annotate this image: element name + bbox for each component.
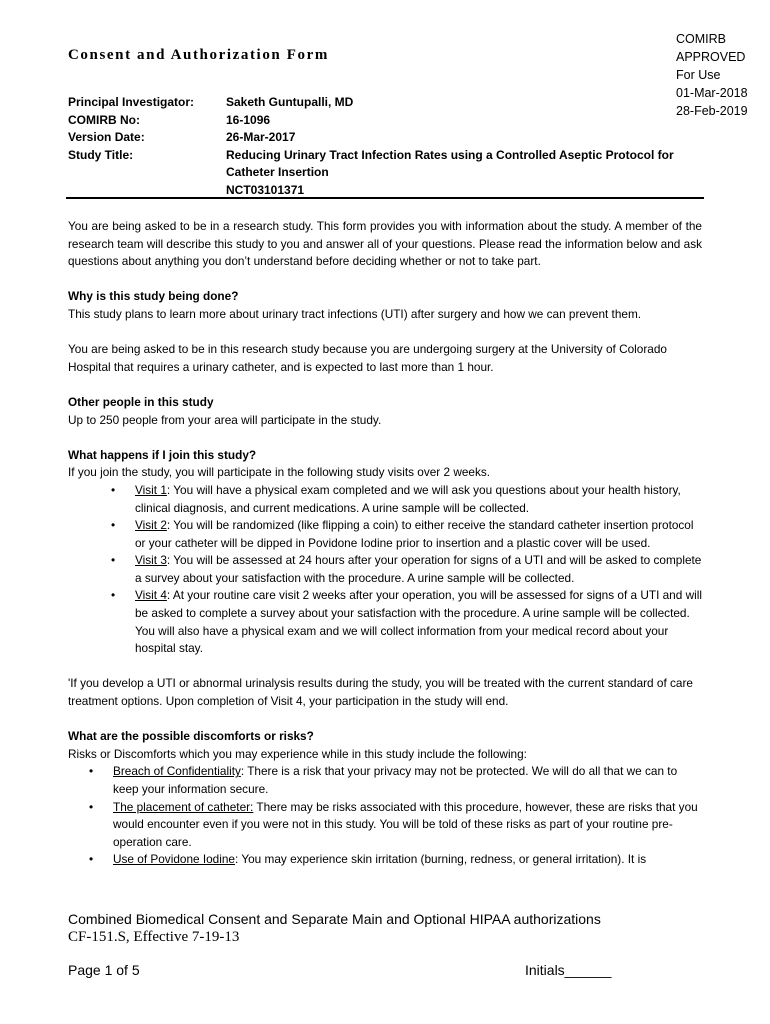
header-divider [66, 197, 704, 199]
risk-text: There may be risks associated with this procedure, however, these are risks that you would encounter even if you were not in this study. You will be told of these risks as part of your routine pre-operation care. [113, 799, 698, 849]
comirb-value: 16-1096 [226, 112, 271, 127]
bullet: • [89, 764, 94, 779]
study-title-value [226, 147, 701, 200]
study-title-text: Reducing Urinary Tract Infection Rates using a Controlled Aseptic Protocol for Catheter Insertion [226, 147, 674, 179]
visit-text: : At your routine care visit 2 weeks after your operation, you will be assessed for signs of a UTI and will be asked to complete a survey about your satisfaction with the procedure. A urine sample will be collected. You will also have a physical exam and we will collect information from your medical record about your hospital stay. [135, 588, 702, 656]
study-title-row [68, 147, 708, 200]
stamp-line: 28-Feb-2019 [676, 104, 748, 118]
version-row [68, 129, 708, 147]
page-number: Page 1 of 5 [68, 962, 140, 978]
bullet: • [111, 588, 116, 603]
visit-text: : You will be assessed at 24 hours after your operation for signs of a UTI and will be asked to complete a survey about your satisfaction with the procedure. A urine sample will be collected. [135, 553, 702, 585]
list-item [89, 799, 702, 852]
list-item [89, 851, 702, 869]
version-value: 26-Mar-2017 [226, 130, 296, 144]
comirb-row [68, 112, 708, 130]
intro-paragraph: You are being asked to be in a research study. This form provides you with information about the study. A member of the research team will describe this study to you and answer all of your questions. Please read the information below and ask questions about anything you don’t understand before deciding whether or not to take part. [68, 219, 702, 269]
pi-label: Principal Investigator: [68, 95, 195, 109]
stamp-line: 01-Mar-2018 [676, 86, 748, 100]
list-item [111, 587, 702, 657]
why-paragraph-2: You are being asked to be in this research study because you are undergoing surgery at the University of Colorado Hospital that requires a urinary catheter, and is expected to last more than 1 hour. [68, 342, 667, 374]
why-paragraph-1: This study plans to learn more about urinary tract infections (UTI) after surgery and how we can prevent them. [68, 306, 642, 321]
comirb-label: COMIRB No: [68, 112, 140, 127]
others-paragraph: Up to 250 people from your area will participate in the study. [68, 412, 382, 427]
visit-label: Visit 3 [135, 553, 167, 568]
bullet: • [89, 852, 94, 867]
visit-label: Visit 1 [135, 482, 167, 497]
study-title-label: Study Title: [68, 147, 134, 162]
footer-form-name: Combined Biomedical Consent and Separate Main and Optional HIPAA authorizations [68, 911, 601, 927]
stamp-line: COMIRB [676, 32, 726, 46]
bullet: • [111, 518, 116, 533]
initials-field[interactable]: Initials______ [525, 962, 612, 978]
study-info [68, 94, 708, 199]
pi-row [68, 94, 708, 112]
list-item [111, 482, 702, 517]
pi-value: Saketh Guntupalli, MD [226, 95, 354, 109]
risks-intro: Risks or Discomforts which you may experience while in this study include the following: [68, 746, 527, 761]
happens-intro: If you join the study, you will participate in the following study visits over 2 weeks. [68, 465, 491, 480]
stamp-line: For Use [676, 68, 721, 82]
bullet: • [111, 482, 116, 497]
risk-list [68, 763, 702, 869]
completion-paragraph: 'If you develop a UTI or abnormal urinalysis results during the study, you will be treated with the current standard of care treatment options. Upon completion of Visit 4, your participation in the study will end. [68, 676, 693, 709]
risk-label: The placement of catheter: [113, 799, 254, 814]
form-title: Consent and Authorization Form [68, 47, 329, 63]
list-item [111, 517, 702, 552]
happens-heading: What happens if I join this study? [68, 447, 257, 462]
visit-label: Visit 2 [135, 518, 167, 533]
risk-label: Use of Povidone Iodine [113, 852, 235, 867]
consent-body [68, 218, 702, 869]
risks-heading: What are the possible discomforts or risks? [68, 729, 314, 744]
visit-list [68, 482, 702, 658]
visit-text: : You will have a physical exam completed and we will ask you questions about your health history, clinical diagnosis, and current medications. A urine sample will be collected. [135, 482, 681, 515]
visit-label: Visit 4 [135, 588, 167, 603]
list-item [111, 552, 702, 587]
bullet: • [111, 553, 116, 568]
nct-number: NCT03101371 [226, 182, 305, 197]
footer-form-code: CF-151.S, Effective 7-19-13 [68, 929, 240, 945]
risk-label: Breach of Confidentiality [113, 764, 241, 779]
others-heading: Other people in this study [68, 394, 214, 409]
list-item [89, 763, 702, 798]
visit-text: : You will be randomized (like flipping a coin) to either receive the standard catheter insertion protocol or your catheter will be dipped in Povidone Iodine prior to insertion and a plastic cover will be used. [135, 518, 694, 550]
bullet: • [89, 799, 94, 814]
stamp-line: APPROVED [676, 50, 746, 64]
version-label: Version Date: [68, 130, 145, 144]
risk-text: : There is a risk that your privacy may not be protected. We will do all that we can to keep your information secure. [113, 764, 678, 796]
risk-text: : You may experience skin irritation (burning, redness, or general irritation). It is [234, 852, 647, 867]
why-heading: Why is this study being done? [68, 289, 239, 304]
